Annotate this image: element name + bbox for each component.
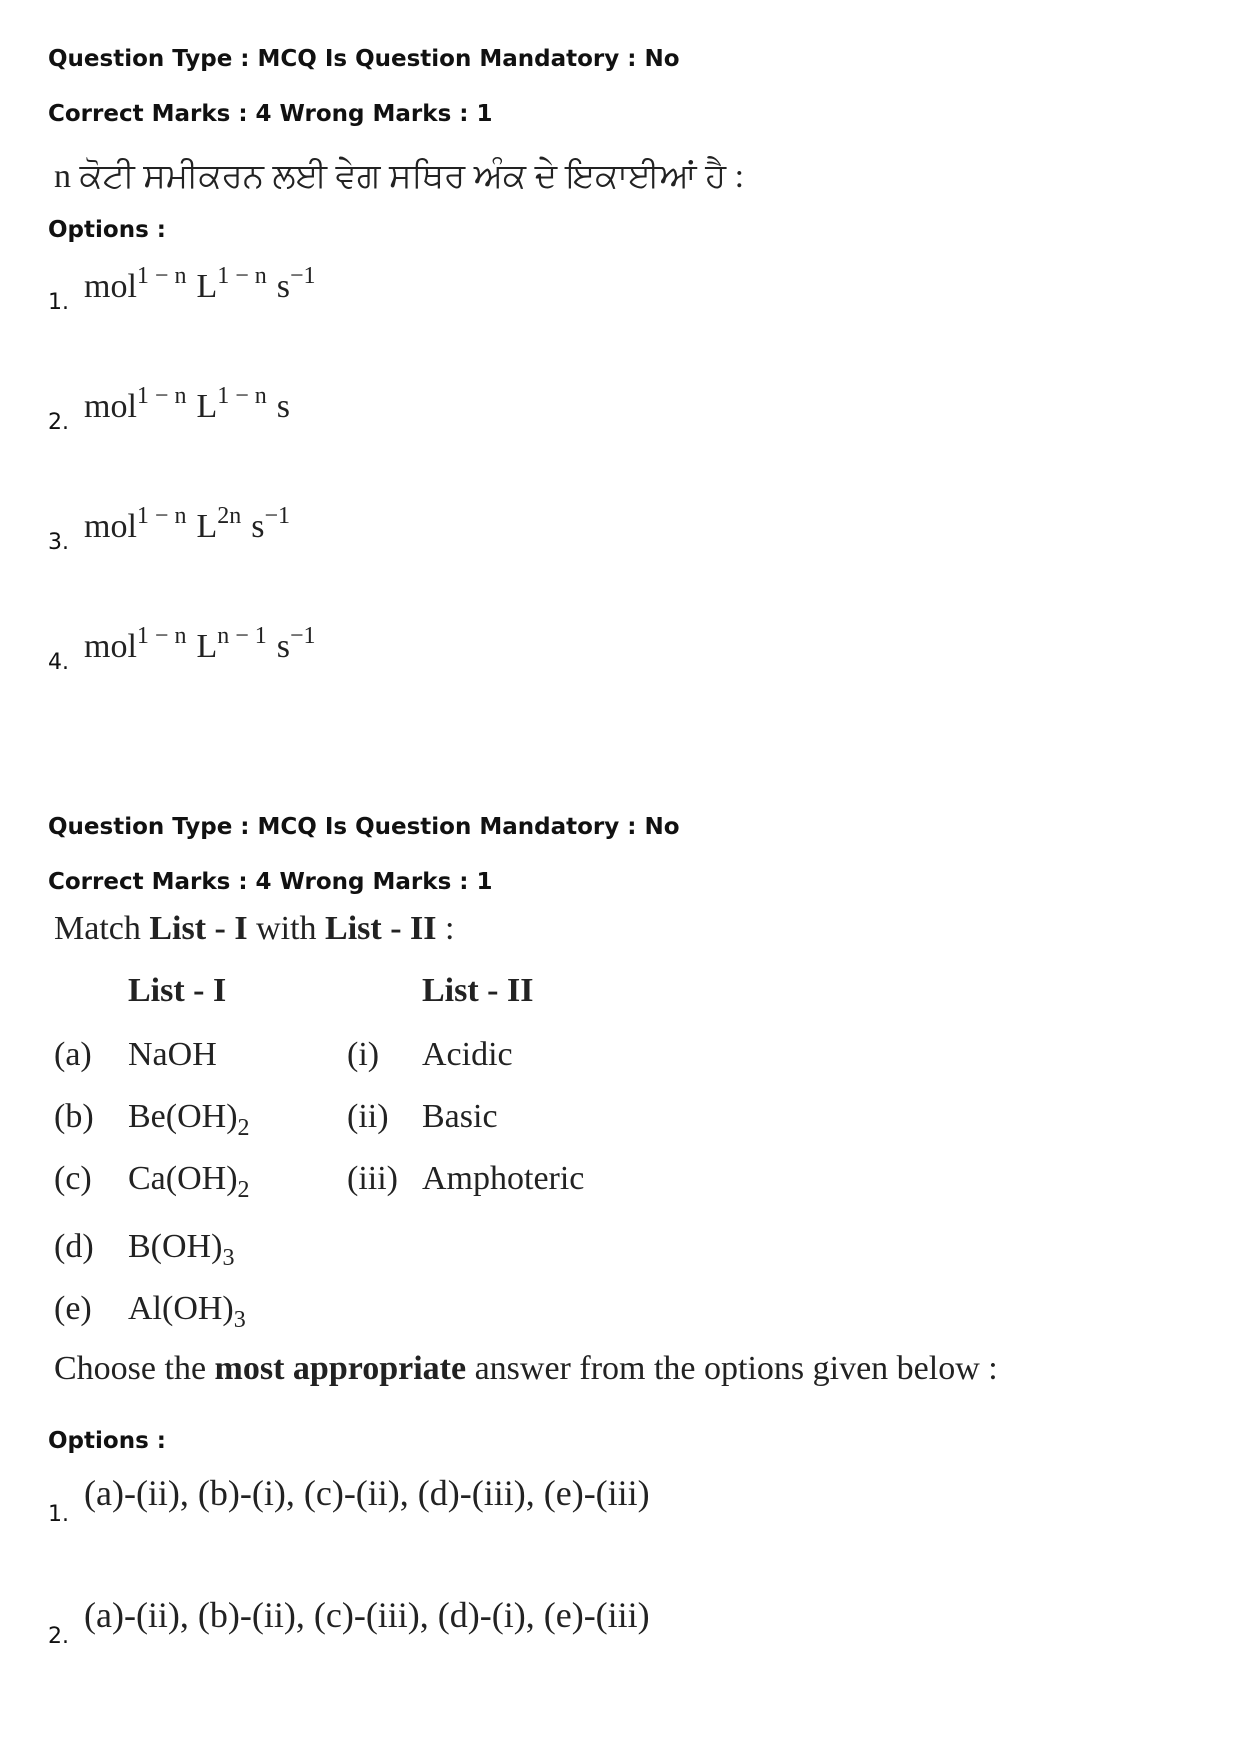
q2-question-intro: Match List - I with List - II : xyxy=(54,910,455,947)
mol-base: mol xyxy=(84,508,137,545)
list1-label: (a) xyxy=(54,1036,92,1073)
litre-exponent: 2n xyxy=(217,503,242,529)
q1-question-text: n ਕੋਟੀ ਸਮੀਕਰਨ ਲਈ ਵੇਗ ਸਥਿਰ ਅੰਕ ਦੇ ਇਕਾਈਆਂ ਹੈ : xyxy=(54,158,745,195)
mol-exponent: 1 − n xyxy=(136,503,187,529)
q2-question-type: Question Type : MCQ Is Question Mandatory : No xyxy=(48,814,680,840)
mol-exponent: 1 − n xyxy=(136,263,187,289)
list1-item: $Al(OH)_3$ xyxy=(128,1290,246,1333)
list1-item: NaOH xyxy=(128,1036,217,1073)
second-base: s xyxy=(276,628,291,665)
litre-base: L xyxy=(196,388,218,425)
list2-item: Basic xyxy=(422,1098,498,1135)
list1-label: (c) xyxy=(54,1160,92,1197)
list2-label: (ii) xyxy=(347,1098,389,1135)
option-formula xyxy=(84,263,316,306)
second-base: s xyxy=(276,388,291,425)
list1-item: $Be(OH)_2$ xyxy=(128,1098,250,1141)
litre-base: L xyxy=(196,508,218,545)
list1-item: $B(OH)_3$ xyxy=(128,1228,235,1271)
option-number: 4. xyxy=(48,650,69,675)
second-exponent: −1 xyxy=(264,503,291,529)
list1-label: (d) xyxy=(54,1228,94,1265)
q1-options-label: Options : xyxy=(48,217,166,243)
option-formula xyxy=(84,503,291,546)
option-number: 2. xyxy=(48,1624,69,1649)
second-base: s xyxy=(251,508,265,545)
option-text: (a)-(ii), (b)-(i), (c)-(ii), (d)-(iii), (e)-(iii) xyxy=(84,1473,650,1513)
option-number: 1. xyxy=(48,1502,69,1527)
option-formula xyxy=(84,623,316,666)
mol-exponent: 1 − n xyxy=(136,383,187,409)
litre-base: L xyxy=(196,268,218,305)
mol-base: mol xyxy=(84,628,137,665)
list2-item: Amphoteric xyxy=(422,1160,585,1197)
q1-marks: Correct Marks : 4 Wrong Marks : 1 xyxy=(48,101,493,127)
q1-question-type: Question Type : MCQ Is Question Mandatory : No xyxy=(48,46,680,72)
second-exponent: −1 xyxy=(290,623,316,649)
litre-exponent: 1 − n xyxy=(217,263,267,289)
mol-base: mol xyxy=(84,268,137,305)
second-exponent: −1 xyxy=(290,263,316,289)
second-base: s xyxy=(276,268,291,305)
list2-item: Acidic xyxy=(422,1036,513,1073)
litre-exponent: 1 − n xyxy=(217,383,267,409)
list2-label: (iii) xyxy=(347,1160,398,1197)
option-number: 2. xyxy=(48,410,69,435)
option-formula xyxy=(84,383,291,426)
list2-header: List - II xyxy=(422,972,534,1009)
list1-header: List - I xyxy=(128,972,227,1009)
mol-base: mol xyxy=(84,388,137,425)
litre-base: L xyxy=(196,628,218,665)
list2-label: (i) xyxy=(347,1036,380,1073)
q2-options-label: Options : xyxy=(48,1428,166,1454)
option-text: (a)-(ii), (b)-(ii), (c)-(iii), (d)-(i), (e)-(iii) xyxy=(84,1595,650,1635)
list1-label: (e) xyxy=(54,1290,92,1327)
litre-exponent: n − 1 xyxy=(217,623,267,649)
list1-label: (b) xyxy=(54,1098,94,1135)
q2-marks: Correct Marks : 4 Wrong Marks : 1 xyxy=(48,869,493,895)
mol-exponent: 1 − n xyxy=(136,623,187,649)
q2-choose-instruction: Choose the most appropriate answer from the options given below : xyxy=(54,1350,998,1387)
option-number: 1. xyxy=(48,290,69,315)
option-number: 3. xyxy=(48,530,69,555)
list1-item: $Ca(OH)_2$ xyxy=(128,1160,250,1203)
